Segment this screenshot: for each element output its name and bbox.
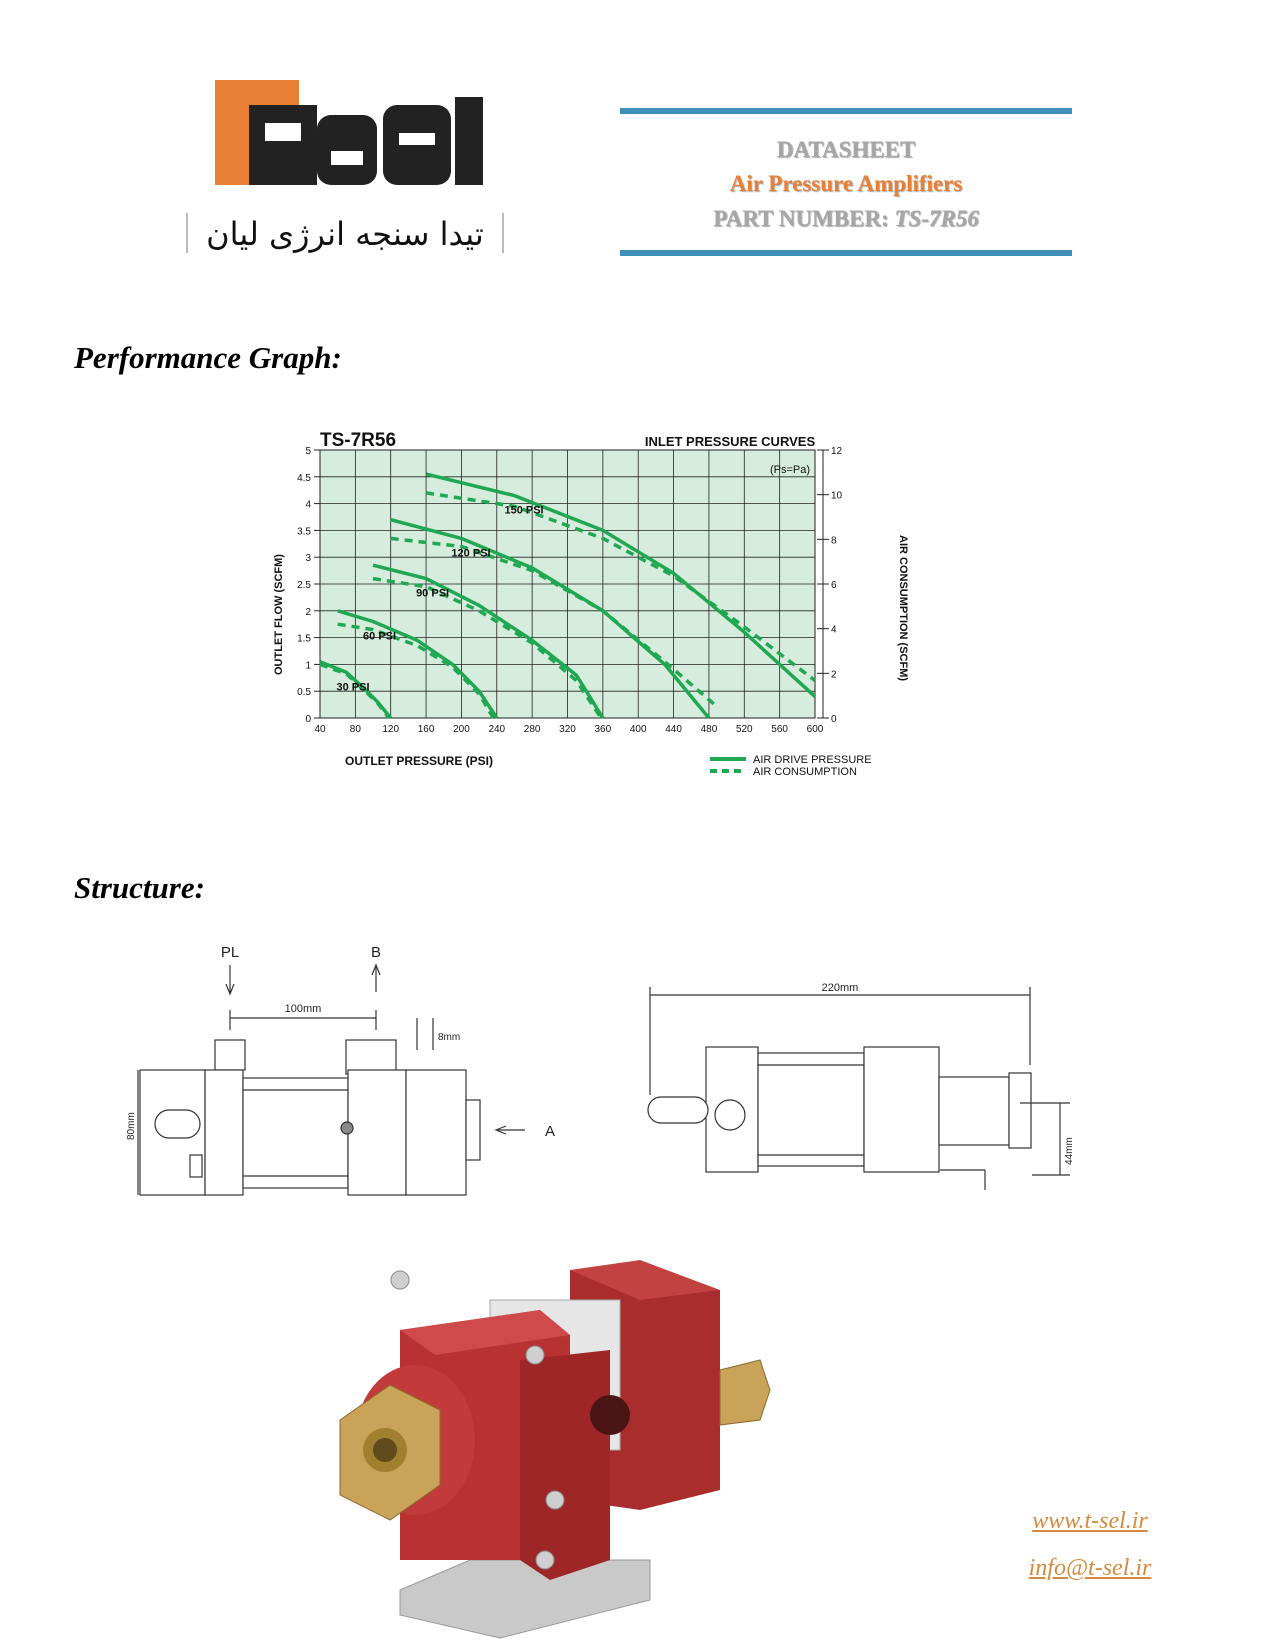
drawing-side-view — [640, 982, 1110, 1215]
y2-tick-label: 10 — [831, 490, 843, 502]
x-tick-label: 600 — [806, 724, 824, 735]
x-tick-label: 280 — [523, 724, 541, 735]
y-tick-label: 0 — [305, 714, 311, 725]
logo-graphic — [185, 75, 515, 270]
x-tick-label: 320 — [559, 724, 576, 735]
header-bottom-rule — [620, 250, 1072, 256]
y2-tick-label: 6 — [831, 580, 837, 591]
drawing-front-view — [126, 940, 600, 1210]
series-label-30-psi: 30 PSI — [336, 681, 370, 694]
website-link[interactable]: www.t-sel.ir — [1032, 1508, 1148, 1534]
x-tick-label: 120 — [382, 724, 400, 735]
chart-title: TS-7R56 — [320, 430, 397, 451]
port-label-a: A — [544, 1123, 556, 1140]
port-fitting-b — [346, 1040, 396, 1074]
section-title-performance: Performance Graph: — [74, 340, 342, 375]
dim-length-label: 220mm — [821, 982, 859, 994]
y-tick-label: 3.5 — [297, 526, 311, 538]
header-datasheet: DATASHEET — [776, 137, 916, 162]
chart-subtitle: INLET PRESSURE CURVES — [644, 434, 816, 449]
y-tick-label: 0.5 — [297, 687, 311, 699]
part-number-value: TS-7R56 — [894, 206, 979, 231]
x-tick-label: 240 — [488, 724, 506, 735]
y2-axis-label: AIR CONSUMPTION (SCFM) — [897, 535, 909, 682]
y2-tick-label: 12 — [831, 446, 843, 457]
series-label-60-psi: 60 PSI — [363, 630, 397, 643]
y-axis-label: OUTLET FLOW (SCFM) — [273, 554, 285, 675]
header-top-rule — [620, 108, 1072, 114]
y-tick-label: 2.5 — [297, 580, 311, 591]
y-tick-label: 4.5 — [297, 472, 311, 484]
header-part-number — [620, 205, 1072, 233]
x-tick-label: 40 — [314, 724, 326, 735]
x-tick-label: 560 — [771, 724, 788, 735]
x-tick-label: 520 — [735, 724, 753, 735]
section-title-structure: Structure: — [74, 870, 205, 905]
x-tick-label: 200 — [453, 724, 470, 735]
legend-label-consumption: AIR CONSUMPTION — [753, 766, 857, 778]
header-product-family: Air Pressure Amplifiers — [729, 171, 963, 196]
dim-height-right-label: 44mm — [1064, 1137, 1075, 1165]
y-tick-label: 5 — [305, 446, 311, 457]
product-photo — [340, 1260, 780, 1645]
series-label-120-psi: 120 PSI — [451, 547, 491, 560]
performance-chart — [270, 425, 940, 815]
port-fitting-a — [466, 1100, 480, 1160]
y-tick-label: 3 — [305, 553, 311, 565]
y-tick-label: 1.5 — [297, 633, 311, 645]
dim-offset-label: 8mm — [438, 1032, 461, 1043]
y2-tick-label: 4 — [831, 624, 837, 636]
series-label-150-psi: 150 PSI — [504, 504, 544, 517]
y2-tick-label: 0 — [831, 714, 837, 725]
y2-tick-label: 2 — [831, 669, 837, 681]
x-tick-label: 160 — [417, 724, 435, 735]
legend-label-drive: AIR DRIVE PRESSURE — [753, 754, 872, 766]
company-logo — [185, 75, 515, 270]
x-tick-label: 400 — [629, 724, 647, 735]
part-number-label: PART NUMBER: — [713, 206, 895, 231]
chart-note: (Ps=Pa) — [769, 464, 811, 476]
x-tick-label: 80 — [349, 724, 361, 735]
series-label-90-psi: 90 PSI — [416, 587, 450, 600]
y-tick-label: 1 — [305, 660, 311, 672]
logo-persian-name: تیدا سنجه انرژی لیان — [206, 215, 484, 253]
y-tick-label: 4 — [305, 499, 311, 511]
port-fitting-pl — [215, 1040, 245, 1070]
port-label-b: B — [370, 944, 382, 961]
chart-legend — [710, 754, 872, 778]
x-tick-label: 360 — [594, 724, 612, 735]
x-tick-label: 480 — [700, 724, 718, 735]
dim-width-label: 100mm — [284, 1003, 322, 1015]
y2-tick-label: 8 — [831, 535, 837, 547]
x-tick-label: 440 — [665, 724, 682, 735]
port-label-pl: PL — [220, 944, 240, 961]
email-link[interactable]: info@t-sel.ir — [1028, 1555, 1152, 1581]
dim-height-label: 80mm — [126, 1112, 137, 1140]
y-tick-label: 2 — [305, 606, 311, 618]
x-axis-label: OUTLET PRESSURE (PSI) — [345, 754, 494, 768]
